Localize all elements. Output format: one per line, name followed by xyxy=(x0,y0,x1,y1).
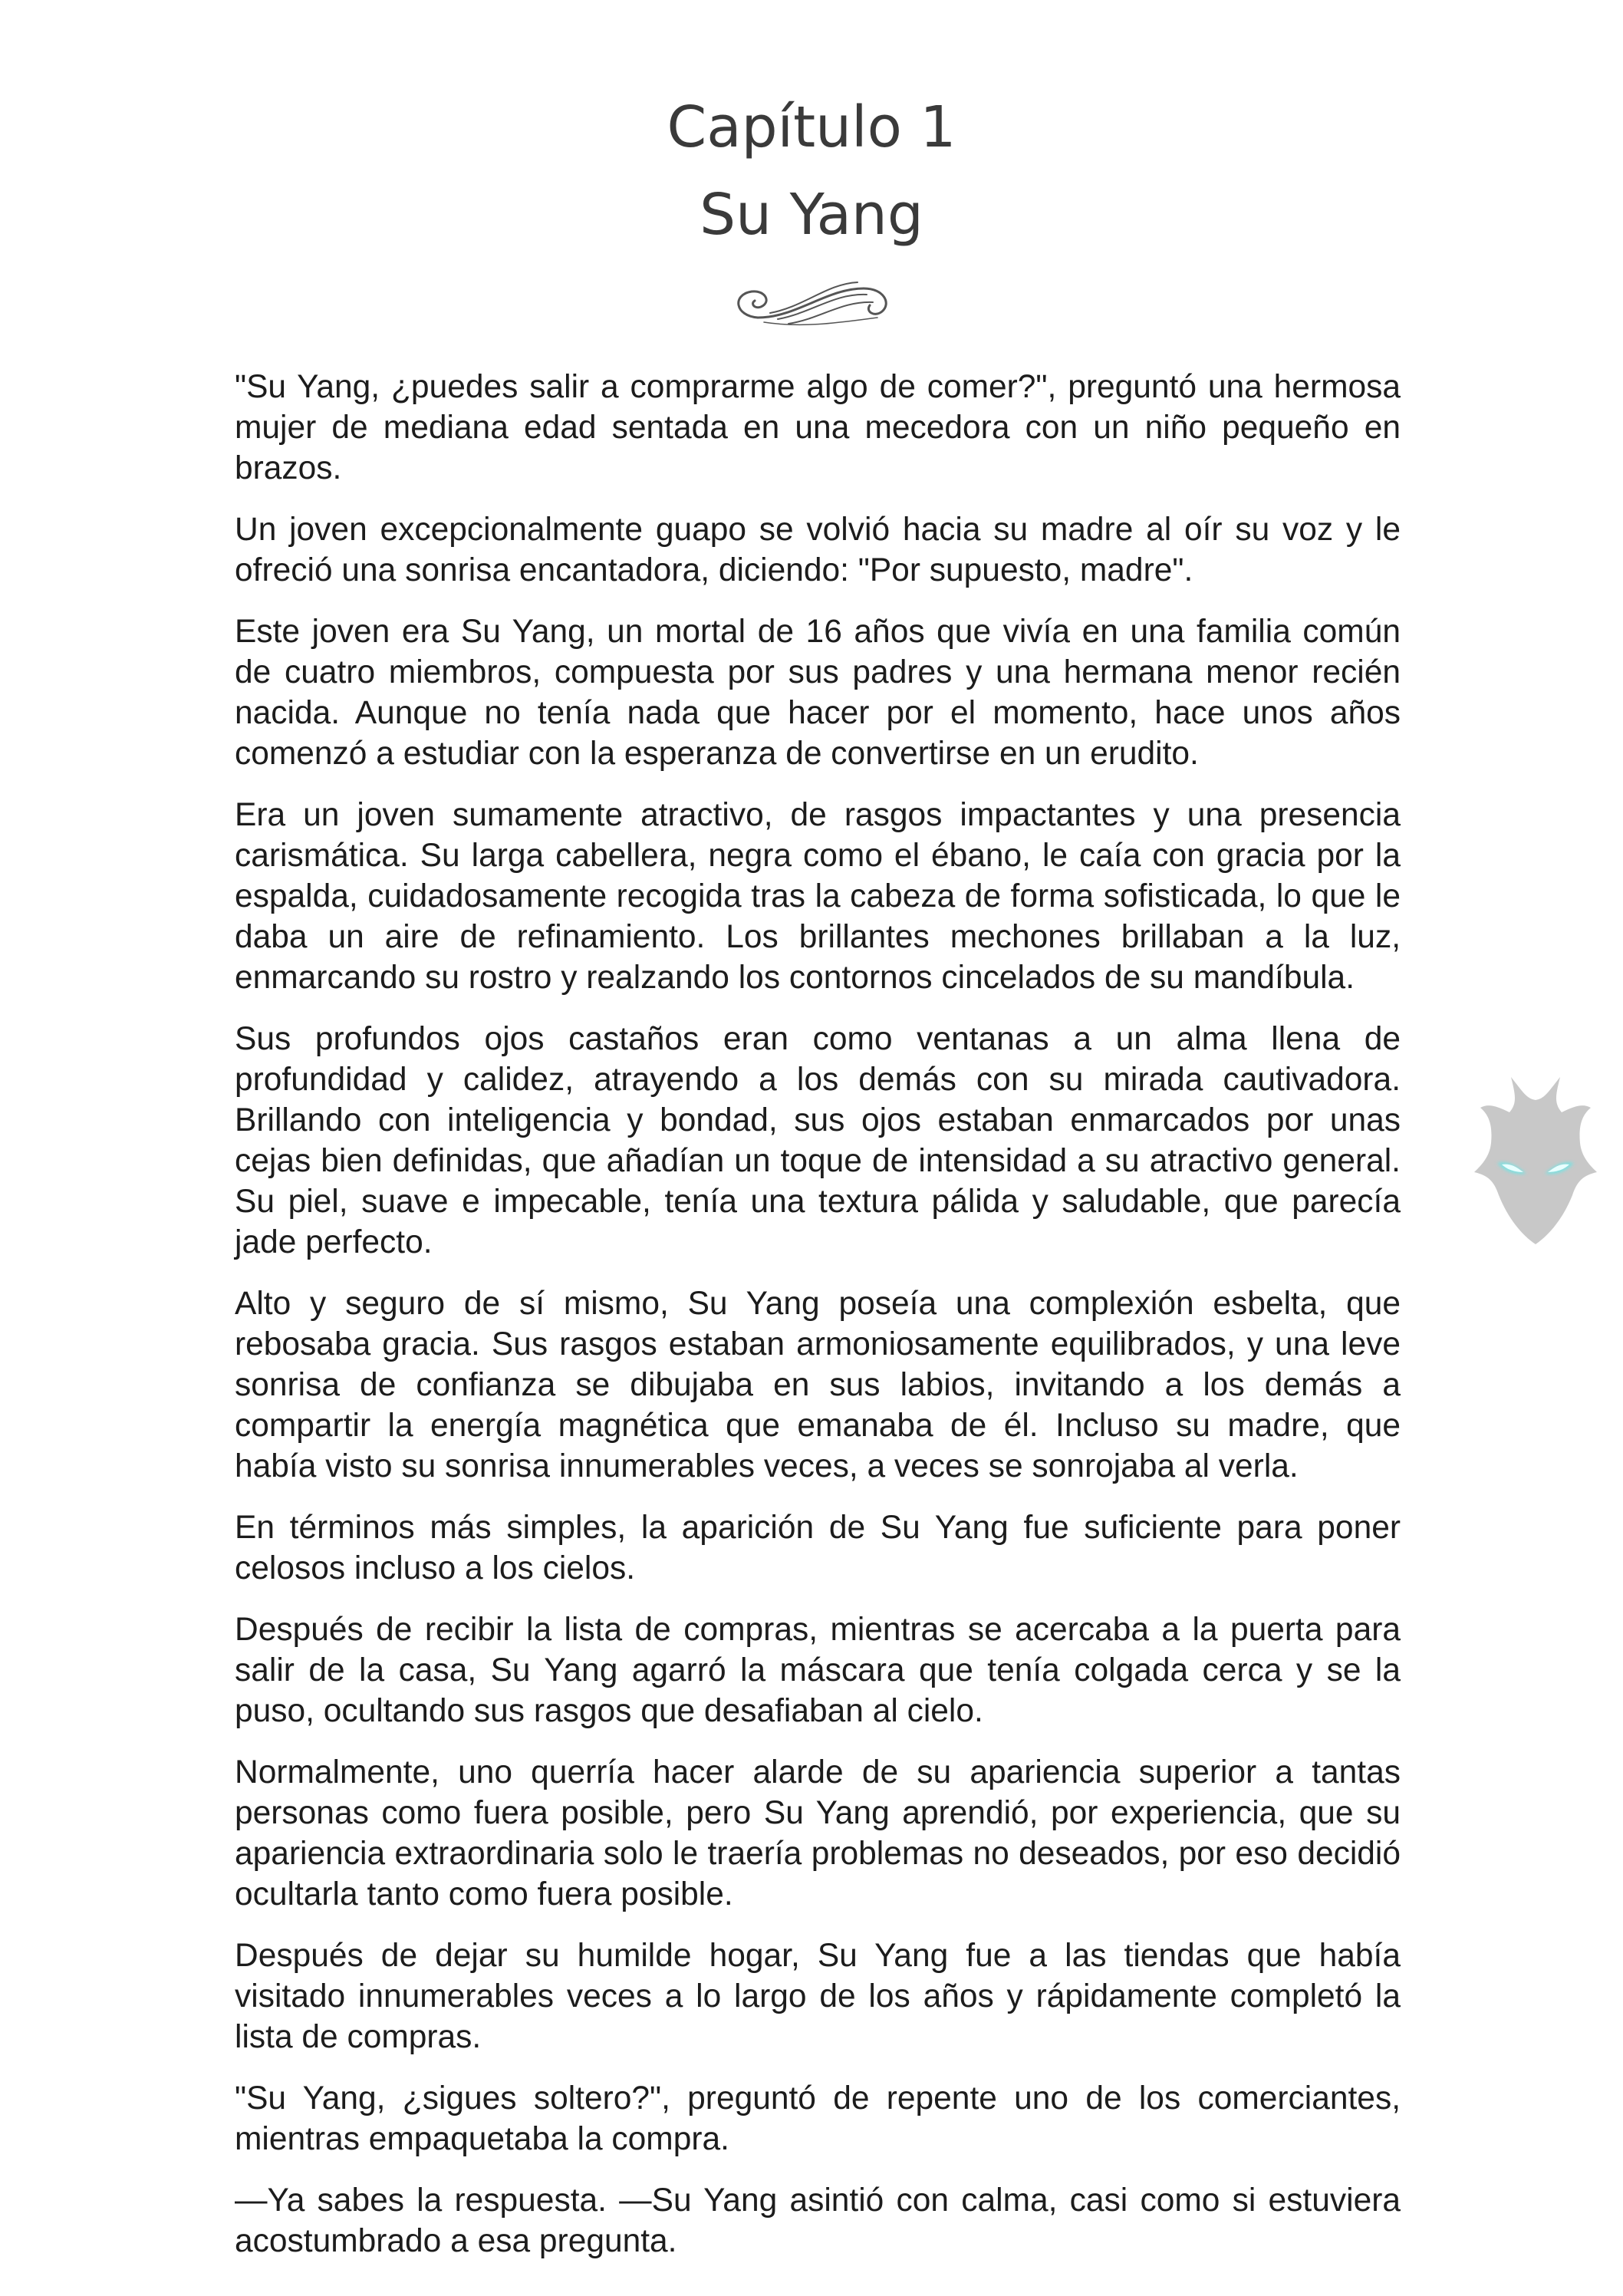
chapter-title: Su Yang xyxy=(700,182,923,248)
paragraph: Después de recibir la lista de compras, mientras se acercaba a la puerta para salir de la casa, Su Yang agarró la máscara que tenía colgada cerca y se la puso, ocultando sus rasgos que desafiaban al cielo. xyxy=(235,1612,1401,1729)
flourish-ornament-icon xyxy=(727,268,899,339)
chapter-number: Capítulo 1 xyxy=(667,94,956,160)
paragraph: "Su Yang, ¿sigues soltero?", preguntó de repente uno de los comerciantes, mientras empaquetaba la compra. xyxy=(235,2080,1401,2157)
chapter-body xyxy=(235,367,1401,2282)
paragraph: En términos más simples, la aparición de Su Yang fue suficiente para poner celosos incluso a los cielos. xyxy=(235,1510,1401,1586)
paragraph: Normalmente, uno querría hacer alarde de su apariencia superior a tantas personas como fuera posible, pero Su Yang aprendió, por experiencia, que su apariencia extraordinaria solo le traería problemas no deseados, por eso decidió ocultarla tanto como fuera posible. xyxy=(235,1754,1401,1912)
paragraph: Después de dejar su humilde hogar, Su Yang fue a las tiendas que había visitado innumerables veces a lo largo de los años y rápidamente completó la lista de compras. xyxy=(235,1938,1401,2055)
paragraph: Era un joven sumamente atractivo, de rasgos impactantes y una presencia carismática. Su larga cabellera, negra como el ébano, le caía con gracia por la espalda, cuidadosamente recogida tras la cabeza de forma sofisticada, lo que le daba un aire de refinamiento. Los brillantes mechones brillaban a la luz, enmarcando su rostro y realzando los contornos cincelados de su mandíbula. xyxy=(235,797,1401,996)
paragraph: Un joven excepcionalmente guapo se volvió hacia su madre al oír su voz y le ofreció una sonrisa encantadora, diciendo: "Por supuesto, madre". xyxy=(235,512,1401,588)
paragraph: "Su Yang, ¿puedes salir a comprarme algo de comer?", preguntó una hermosa mujer de mediana edad sentada en una mecedora con un niño pequeño en brazos. xyxy=(235,369,1401,486)
paragraph: —Ya sabes la respuesta. —Su Yang asintió con calma, casi como si estuviera acostumbrado a esa pregunta. xyxy=(235,2182,1401,2259)
paragraph: Alto y seguro de sí mismo, Su Yang poseía una complexión esbelta, que rebosaba gracia. Sus rasgos estaban armoniosamente equilibrados, y una leve sonrisa de confianza se dibujaba en sus labios, invitando a los demás a compartir la energía magnética que emanaba de él. Incluso su madre, que había visto su sonrisa innumerables veces, a veces se sonrojaba al verla. xyxy=(235,1286,1401,1484)
paragraph: Este joven era Su Yang, un mortal de 16 años que vivía en una familia común de cuatro miembros, compuesta por sus padres y una hermana menor recién nacida. Aunque no tenía nada que hacer por el momento, hace unos años comenzó a estudiar con la esperanza de convertirse en un erudito. xyxy=(235,614,1401,772)
demon-head-logo-icon xyxy=(1471,1072,1600,1249)
paragraph: Sus profundos ojos castaños eran como ventanas a un alma llena de profundidad y calidez, atrayendo a los demás con su mirada cautivadora. Brillando con inteligencia y bondad, sus ojos estaban enmarcados por unas cejas bien definidas, que añadían un toque de intensidad a su atractivo general. Su piel, suave e impecable, tenía una textura pálida y saludable, que parecía jade perfecto. xyxy=(235,1021,1401,1260)
